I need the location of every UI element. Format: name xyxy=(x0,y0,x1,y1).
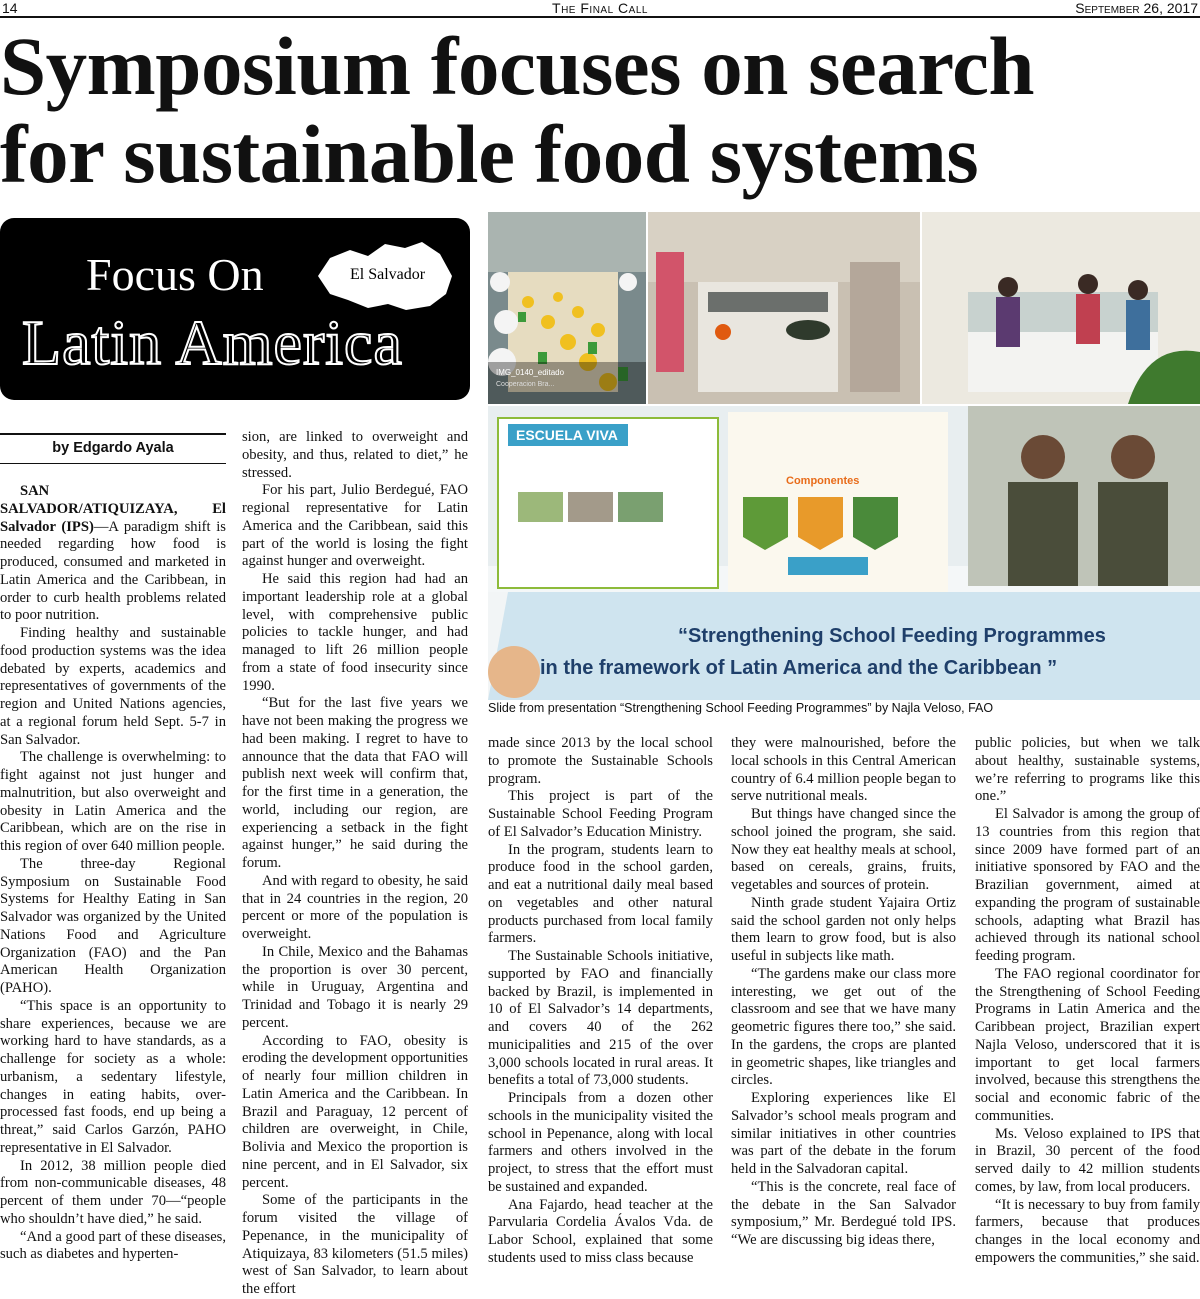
col2-paragraph-6: In Chile, Mexico and the Bahamas the proportion is over 30 percent, while in Uruguay, Argentina and Trinidad and Tobago it is nearly 29 percent. xyxy=(242,943,468,1031)
col4-paragraph-4: “The gardens make our class more interesting, we get out of the classroom and see that we have many geometric figures there too,” she said. In the gardens, the crops are planted in geometric shapes, like triangles and circles. xyxy=(731,965,956,1089)
col2-paragraph-5: And with regard to obesity, he said that in 24 countries in the region, 20 percent or more of the population is overweight. xyxy=(242,872,468,942)
col4-paragraph-2: But things have changed since the school joined the program, she said. Now they eat healthy meals at school, based on cereals, grains, fruits, vegetables and sources of protein. xyxy=(731,806,956,893)
col3-paragraph-1: made since 2013 by the local school to promote the Sustainable Schools program. xyxy=(488,735,713,787)
col3-paragraph-4: The Sustainable Schools initiative, supported by FAO and financially backed by Brazil, is implemented in 10 of El Salvador’s 14 departments, and covers 40 of the 262 municipalities and 215 of the over 3,000 schools located in rural areas. It benefits a total of 73,000 students. xyxy=(488,948,713,1089)
page-number: 14 xyxy=(2,0,18,16)
col4-paragraph-3: Ninth grade student Yajaira Ortiz said the school garden not only helps them learn to grow food, but is also useful in subjects like math. xyxy=(731,894,956,964)
col1-paragraph-4: The three-day Regional Symposium on Sustainable Food Systems for Healthy Eating in San Salvador was organized by the United Nations Food and Agriculture Organization (FAO) and the Pan American Health Organization (PAHO). xyxy=(0,855,226,996)
publication-name: The Final Call xyxy=(552,0,648,16)
col5-paragraph-3: The FAO regional coordinator for the Strengthening of School Feeding Programs in Latin America and the Caribbean project, Brazilian expert Najla Veloso, underscored that it is important to get local farmers involved, because this strengthens the social and economic fabric of the communities. xyxy=(975,965,1200,1124)
col1-paragraph-1: —A paradigm shift is needed regarding how food is produced, consumed and marketed in Latin America and the Caribbean, in order to curb health problems related to poor nutrition. xyxy=(0,518,226,624)
slide-escuela-viva-label: ESCUELA VIVA xyxy=(516,427,618,443)
page-header xyxy=(0,0,1200,16)
col3-paragraph-2: This project is part of the Sustainable School Feeding Program of El Salvador’s Education Ministry. xyxy=(488,788,713,840)
col2-paragraph-7: According to FAO, obesity is eroding the development opportunities of nearly four million children in Latin America and the Caribbean. In Brazil and Paraguay, 12 percent of children are overweight, in Chile, Bolivia and Mexico the proportion is nine percent, and in El Salvador, six percent. xyxy=(242,1032,468,1191)
col2-paragraph-8: Some of the participants in the forum visited the village of Pepenance, in the municipality of Atiquizaya, 83 kilometers (51.5 miles) west of San Salvador, to learn about the effort xyxy=(242,1192,468,1297)
col5-paragraph-4: Ms. Veloso explained to IPS that in Brazil, 30 percent of the food served daily to 42 million students comes, by law, from local producers. xyxy=(975,1125,1200,1195)
article-column-3 xyxy=(488,735,713,1268)
col5-paragraph-5: “It is necessary to buy from family farmers, because that produces changes in the local economy and empowers the communities,” she said. xyxy=(975,1196,1200,1266)
col3-paragraph-3: In the program, students learn to produce food in the school garden, and eat a nutritional daily meal based on vegetables and other natural products purchased from local family farmers. xyxy=(488,841,713,947)
photo-collage-image xyxy=(488,212,1200,700)
article-column-2 xyxy=(242,429,468,1299)
col1-paragraph-5: “This space is an opportunity to share experiences, because we are working hard to have standards, as a challenge for society as a whole: urbanism, a sedentary lifestyle, changes in eating habits, over-processed fast foods, end up being a threat,” said Carlos Garzón, PAHO representative in El Salvador. xyxy=(0,997,226,1156)
col5-paragraph-2: El Salvador is among the group of 13 countries from this region that since 2009 have formed part of an initiative sponsored by FAO and the Brazilian government, aimed at expanding the program of sustainable schools, adapting what Brazil has achieved through its national school feeding program. xyxy=(975,806,1200,964)
header-rule xyxy=(0,16,1200,18)
col2-paragraph-2: For his part, Julio Berdegué, FAO regional representative for Latin America and the Caribbean, said this part of the world is losing the fight against hunger and overweight. xyxy=(242,482,468,570)
photo-filename: IMG_0140_editado xyxy=(496,368,565,377)
photo-source: Cooperacion Bra... xyxy=(496,381,555,388)
slide-title-line-2: in the framework of Latin America and the Caribbean ” xyxy=(540,657,1058,679)
col4-paragraph-1: they were malnourished, before the local schools in this Central American country of 6.4 million people began to serve nutritional meals. xyxy=(731,735,956,805)
byline-top-rule xyxy=(0,433,226,435)
dateline: SAN SALVADOR/ATIQUIZAYA, El Salvador (IPS) xyxy=(0,483,226,535)
photo-caption: Slide from presentation “Strengthening School Feeding Programmes” by Najla Veloso, FAO xyxy=(488,701,994,715)
col1-paragraph-2: Finding healthy and sustainable food production systems was the idea debated by experts, academics and representatives of governments of the region and United Nations agencies, at a regional forum held Sept. 5-7 in San Salvador. xyxy=(0,625,226,748)
headline-line-1: Symposium focuses on search xyxy=(0,20,1035,112)
latin-america-text: Latin America xyxy=(22,307,403,378)
col5-paragraph-1: public policies, but when we talk about healthy, sustainable systems, we’re referring to programs like this one.” xyxy=(975,735,1200,805)
byline: by Edgardo Ayala xyxy=(52,440,174,456)
headline xyxy=(0,22,1200,198)
col2-paragraph-4: “But for the last five years we have not been making the progress we had been making. I regret to have to announce that the data that FAO will publish next week will confirm that, for the first time in a generation, the world, including our region, are experiencing a setback in the fight against hunger,” he said during the forum. xyxy=(242,695,468,871)
slide-components-label: Componentes xyxy=(786,475,860,487)
issue-date: September 26, 2017 xyxy=(1075,0,1198,16)
byline-bottom-rule xyxy=(0,463,226,464)
col2-paragraph-1: sion, are linked to overweight and obesity, and thus, related to diet,” he stressed. xyxy=(242,429,468,481)
photo-collage xyxy=(488,212,1200,700)
col1-paragraph-3: The challenge is overwhelming: to fight against not just hunger and malnutrition, but also overweight and obesity in Latin America and the Caribbean, which are on the rise in this region of over 640 million people. xyxy=(0,749,226,854)
article-column-5 xyxy=(975,735,1200,1268)
col1-paragraph-7: “And a good part of these diseases, such as diabetes and hyperten- xyxy=(0,1228,226,1263)
col2-paragraph-3: He said this region had had an important leadership role at a global level, with comprehensive public policies to tackle hunger, and had managed to lift 26 million people from a state of food insecurity since 1990. xyxy=(242,571,468,694)
focus-on-latin-america-graphic xyxy=(0,218,470,400)
col3-paragraph-5: Principals from a dozen other schools in the municipality visited the school in Pepenance, along with local farmers and others involved in the project, to stress that the effort must be sustained and expanded. xyxy=(488,1090,713,1195)
headline-line-2: for sustainable food systems xyxy=(0,108,979,200)
focus-on-text: Focus On xyxy=(86,249,264,300)
col1-paragraph-6: In 2012, 38 million people died from non-communicable diseases, 48 percent of them under 70—“people who shouldn’t have died,” he said. xyxy=(0,1157,226,1227)
focus-country-label: El Salvador xyxy=(350,266,426,283)
col3-paragraph-6: Ana Fajardo, head teacher at the Parvularia Cordelia Ávalos Vda. de Labor School, explained that some students used to miss class because xyxy=(488,1196,713,1266)
article-column-1 xyxy=(0,483,226,1264)
col4-paragraph-5: Exploring experiences like El Salvador’s school meals program and similar initiatives in other countries was part of the debate in the forum held in the Salvadoran capital. xyxy=(731,1090,956,1177)
col4-paragraph-6: “This is the concrete, real face of the debate in the San Salvador symposium,” Mr. Berdegué told IPS. “We are discussing big ideas there, xyxy=(731,1178,956,1248)
slide-title-line-1: “Strengthening School Feeding Programmes xyxy=(678,625,1106,647)
article-column-4 xyxy=(731,735,956,1250)
